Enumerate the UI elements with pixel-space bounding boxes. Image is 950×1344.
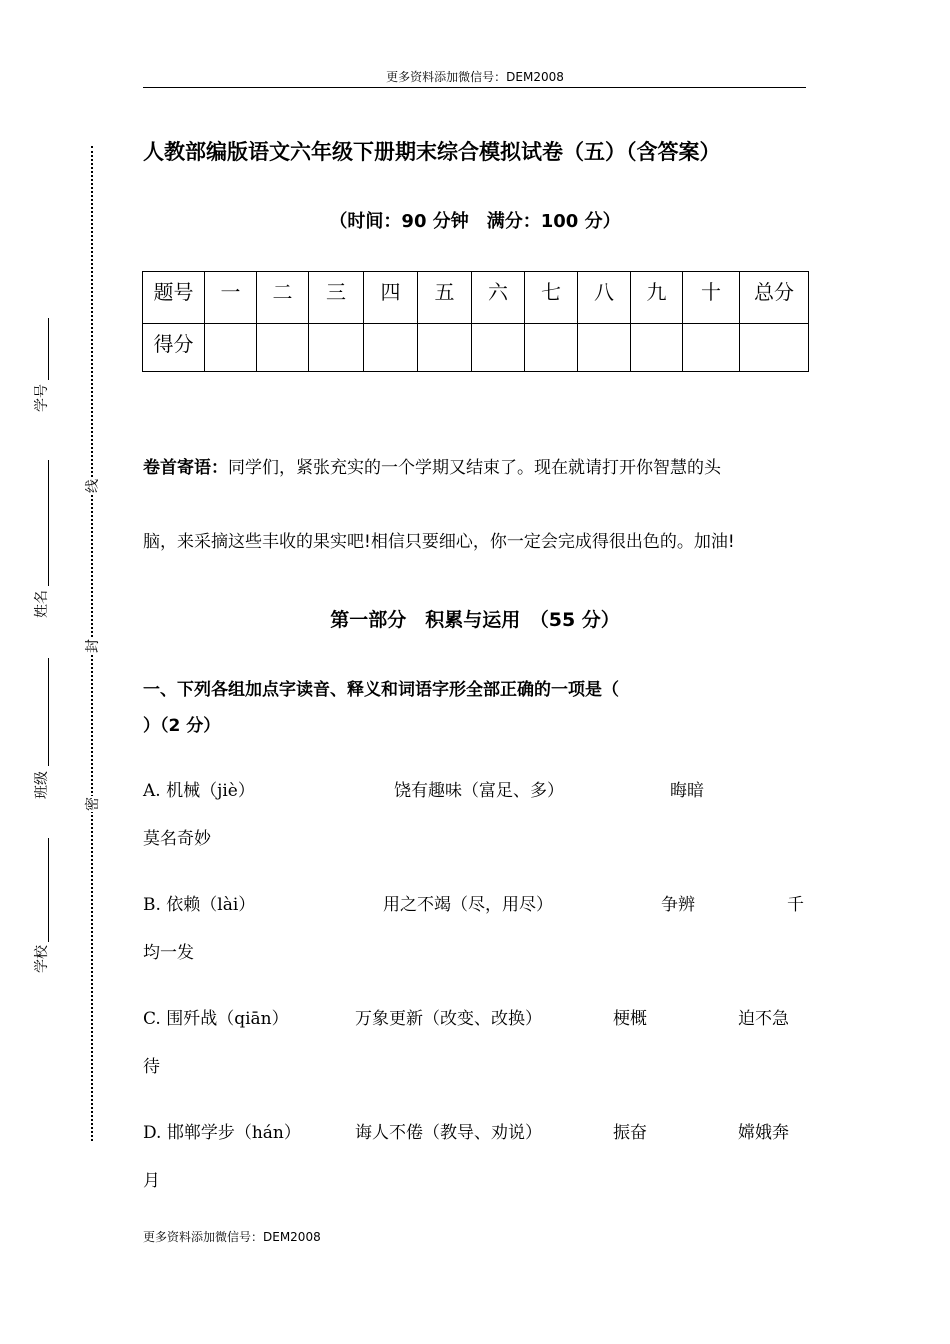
school-blank[interactable] <box>48 838 50 942</box>
option-a-word-3: 莫名奇妙 <box>143 829 211 849</box>
option-a-word-1: 饶有趣味（富足、多） <box>394 781 564 801</box>
preface-line-1 <box>143 453 721 478</box>
option-d-word-2: 振奋 <box>613 1123 647 1143</box>
exam-info: （时间：90 分钟 满分：100 分） <box>329 211 621 232</box>
student-name-blank[interactable] <box>48 460 50 586</box>
score-cell[interactable] <box>205 324 257 372</box>
footer-note: 更多资料添加微信号：DEM2008 <box>143 1230 321 1244</box>
score-cell[interactable] <box>418 324 472 372</box>
binding-char-mi: 密 <box>82 796 102 812</box>
option-d-word-3-end: 月 <box>143 1171 160 1191</box>
table-row-header <box>143 272 809 324</box>
table-cell: 四 <box>364 272 418 324</box>
score-cell[interactable] <box>631 324 683 372</box>
section-heading: 第一部分 积累与运用 （55 分） <box>330 609 620 631</box>
score-cell[interactable] <box>309 324 364 372</box>
preface-label: 卷首寄语： <box>143 458 228 478</box>
table-cell: 一 <box>205 272 257 324</box>
preface-text-1: 同学们，紧张充实的一个学期又结束了。现在就请打开你智慧的头 <box>228 458 721 478</box>
option-a-label: A. 机械（jiè） <box>143 781 255 801</box>
option-b-word-1: 用之不竭（尽，用尽） <box>383 895 553 915</box>
option-a-word-2: 晦暗 <box>670 781 704 801</box>
table-cell: 六 <box>472 272 525 324</box>
score-cell[interactable] <box>740 324 809 372</box>
option-c-word-3-start: 迫不急 <box>738 1009 789 1029</box>
question-1-line-2: ）（2 分） <box>143 716 221 736</box>
table-row-score <box>143 324 809 372</box>
score-cell[interactable] <box>578 324 631 372</box>
class-label: 班级 <box>34 771 50 799</box>
table-cell: 三 <box>309 272 364 324</box>
option-b-word-3-start: 千 <box>787 895 804 915</box>
student-name-label: 姓名 <box>34 590 50 618</box>
table-cell: 题号 <box>143 272 205 324</box>
score-table <box>142 271 809 372</box>
score-cell[interactable] <box>364 324 418 372</box>
table-cell: 五 <box>418 272 472 324</box>
option-c-word-2: 梗概 <box>613 1009 647 1029</box>
class-blank[interactable] <box>48 658 50 766</box>
school-label: 学校 <box>34 945 50 973</box>
option-d-word-3-start: 嫦娥奔 <box>738 1123 789 1143</box>
binding-char-xian: 线 <box>82 478 102 494</box>
table-cell: 八 <box>578 272 631 324</box>
header-note: 更多资料添加微信号：DEM2008 <box>386 70 564 84</box>
option-b-word-2: 争辨 <box>661 895 695 915</box>
table-cell: 总分 <box>740 272 809 324</box>
binding-char-feng: 封 <box>82 638 102 654</box>
table-cell: 九 <box>631 272 683 324</box>
score-cell[interactable] <box>525 324 578 372</box>
score-cell[interactable] <box>683 324 740 372</box>
score-cell[interactable] <box>257 324 309 372</box>
table-cell: 得分 <box>143 324 205 372</box>
table-cell: 十 <box>683 272 740 324</box>
option-d-label: D. 邯郸学步（hán） <box>143 1123 301 1143</box>
table-cell: 七 <box>525 272 578 324</box>
option-b-label: B. 依赖（lài） <box>143 895 256 915</box>
student-id-blank[interactable] <box>48 318 50 380</box>
question-1-line-1: 一、下列各组加点字读音、释义和词语字形全部正确的一项是（ <box>143 680 619 700</box>
option-c-word-1: 万象更新（改变、改换） <box>355 1009 542 1029</box>
option-d-word-1: 诲人不倦（教导、劝说） <box>355 1123 542 1143</box>
student-id-label: 学号 <box>34 384 50 412</box>
score-cell[interactable] <box>472 324 525 372</box>
option-c-word-3-end: 待 <box>143 1057 160 1077</box>
table-cell: 二 <box>257 272 309 324</box>
option-b-word-3-end: 均一发 <box>143 943 194 963</box>
page-title: 人教部编版语文六年级下册期末综合模拟试卷（五）（含答案） <box>143 140 721 164</box>
preface-line-2: 脑，来采摘这些丰收的果实吧!相信只要细心，你一定会完成得很出色的。加油! <box>143 532 735 552</box>
header-rule <box>143 87 806 88</box>
option-c-label: C. 围歼战（qiān） <box>143 1009 289 1029</box>
